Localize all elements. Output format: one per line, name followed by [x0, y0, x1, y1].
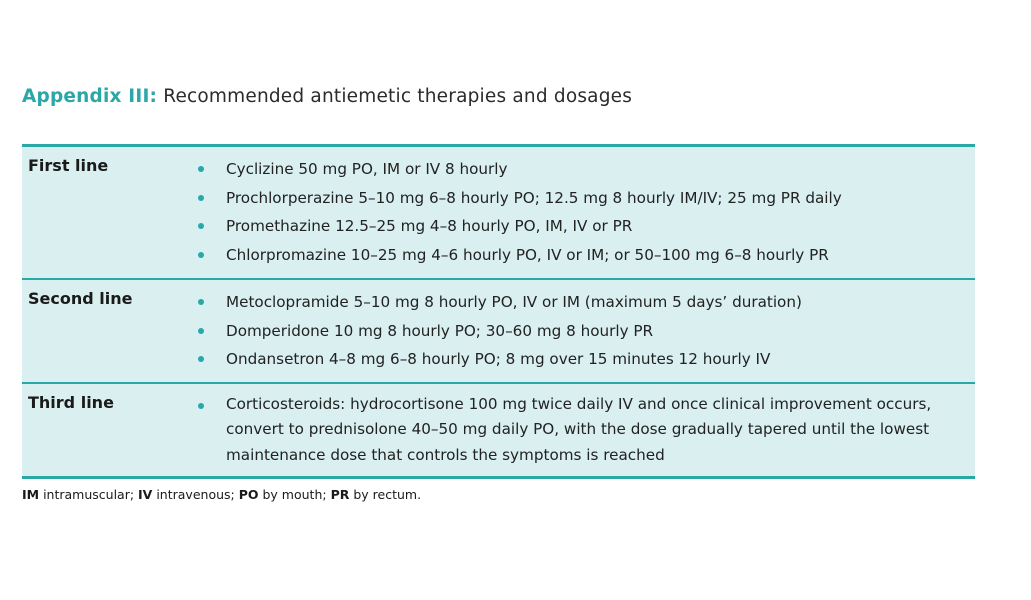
item-text: Domperidone 10 mg 8 hourly PO; 30–60 mg 8 hourly PR: [226, 321, 654, 340]
bullet-icon: [198, 195, 204, 201]
list-item: [198, 392, 975, 469]
table-row-third-line: [22, 384, 975, 477]
bullet-icon: [198, 166, 204, 172]
bullet-icon: [198, 252, 204, 258]
appendix-label: Appendix III:: [22, 86, 158, 107]
row-label: First line: [28, 156, 109, 175]
row-label: Third line: [28, 392, 114, 412]
bullet-icon: [198, 223, 204, 229]
list-item: [198, 345, 975, 374]
abbr-meaning: by mouth;: [258, 487, 331, 502]
abbr: PR: [330, 487, 350, 502]
abbr: IM: [22, 487, 40, 502]
item-list: [198, 155, 975, 270]
item-text: Corticosteroids: hydrocortisone 100 mg twice daily IV and once clinical improvement occurs, convert to prednisolone 40–50 mg daily PO, with the dose gradually tapered until the lowest maintenance dose that controls the symptoms is reached: [226, 394, 932, 464]
abbr: IV: [138, 487, 153, 502]
abbreviations-footnote: [22, 487, 421, 502]
table-row-second-line: [22, 280, 975, 384]
table-row-first-line: [22, 147, 975, 280]
list-item: [198, 288, 975, 317]
abbr-meaning: intramuscular;: [39, 487, 139, 502]
bullet-icon: [198, 328, 204, 334]
abbr: PO: [238, 487, 259, 502]
item-text: Ondansetron 4–8 mg 6–8 hourly PO; 8 mg over 15 minutes 12 hourly IV: [226, 350, 771, 369]
list-item: [198, 184, 975, 213]
list-item: [198, 155, 975, 184]
page-title: [22, 86, 632, 107]
item-text: Cyclizine 50 mg PO, IM or IV 8 hourly: [226, 160, 508, 178]
appendix-title-text: Recommended antiemetic therapies and dosages: [157, 86, 633, 107]
item-text: Promethazine 12.5–25 mg 4–8 hourly PO, IM, IV or PR: [226, 217, 633, 236]
item-text: Metoclopramide 5–10 mg 8 hourly PO, IV or IM (maximum 5 days’ duration): [226, 292, 802, 311]
row-label: Second line: [28, 288, 133, 308]
item-list: [198, 392, 975, 469]
antiemetic-table: [22, 144, 975, 479]
bullet-icon: [198, 299, 204, 305]
bullet-icon: [198, 403, 204, 409]
abbr-meaning: by rectum.: [349, 487, 422, 502]
item-text: Chlorpromazine 10–25 mg 4–6 hourly PO, IV or IM; or 50–100 mg 6–8 hourly PR: [226, 246, 829, 265]
item-list: [198, 288, 975, 374]
bullet-icon: [198, 356, 204, 362]
list-item: [198, 241, 975, 270]
abbr-meaning: intravenous;: [152, 487, 239, 502]
list-item: [198, 317, 975, 346]
item-text: Prochlorperazine 5–10 mg 6–8 hourly PO; 12.5 mg 8 hourly IM/IV; 25 mg PR daily: [226, 188, 842, 207]
list-item: [198, 212, 975, 241]
